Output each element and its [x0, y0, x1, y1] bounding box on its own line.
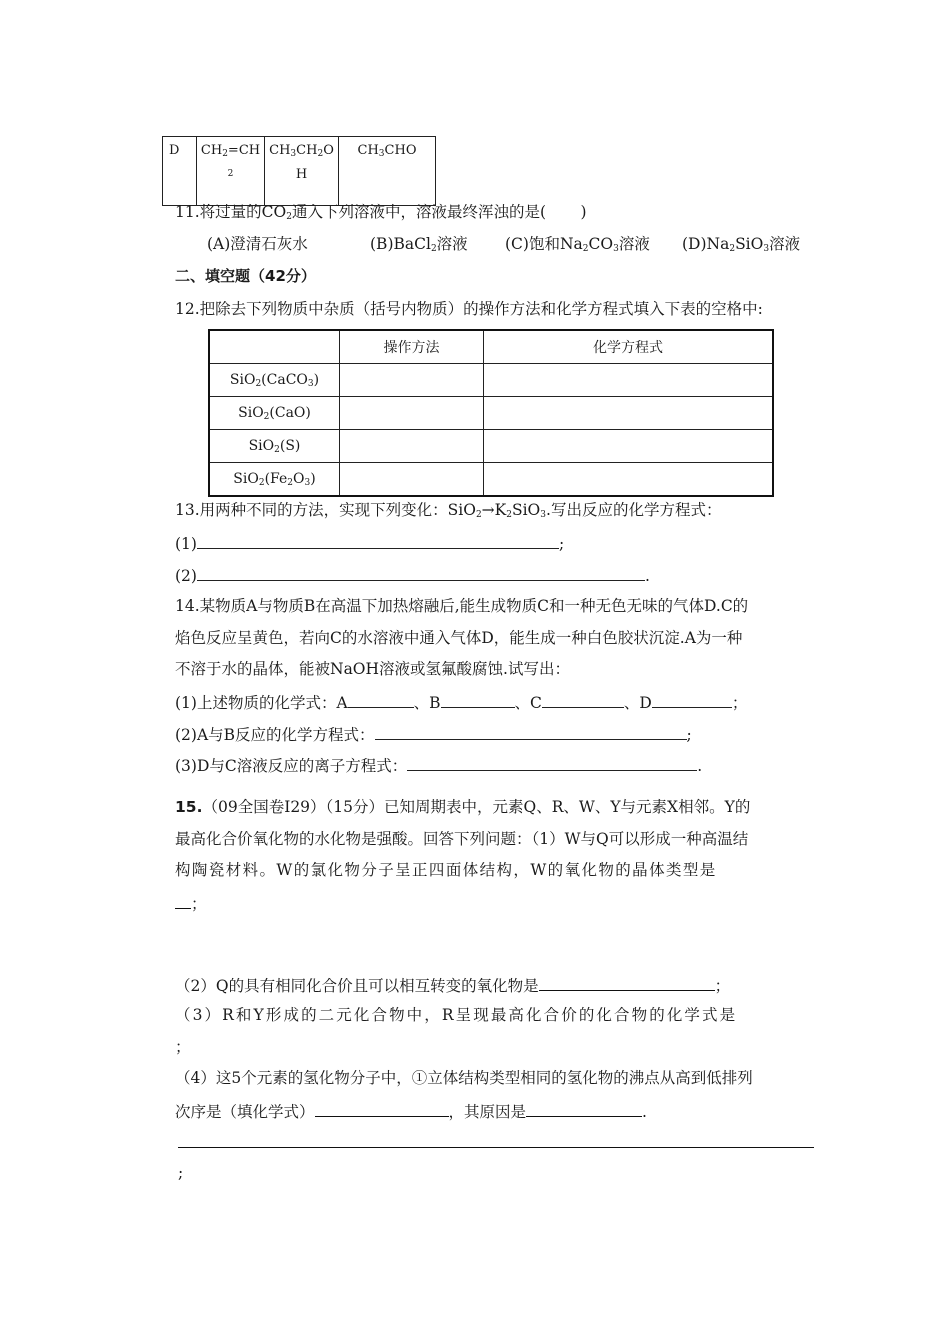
q12-header-equation: 化学方程式 — [484, 330, 774, 364]
q14-sub-3 — [175, 754, 702, 776]
ethanol-line2: H — [295, 167, 308, 182]
q15-sub-3: （3）R和Y形成的二元化合物中，R呈现最高化合价的化合物的化学式是 — [175, 1006, 738, 1024]
q15-para-3: 构陶瓷材料。W的氯化物分子呈正四面体结构，W的氧化物的晶体类型是 — [175, 861, 717, 879]
q14-blank-a[interactable] — [348, 691, 414, 708]
q11-option-c: (C)饱和$Na_2CO_3$溶液 — [505, 235, 650, 254]
q14-blank-b[interactable] — [441, 691, 515, 708]
q14-sub2-end: ; — [686, 726, 692, 744]
q15-sub-4a: （4）这5个元素的氢化物分子中，①立体结构类型相同的氢化物的沸点从高到低排列 — [175, 1069, 753, 1087]
q13-line1-label: (1) — [175, 535, 197, 553]
q15-sub2-end: ； — [714, 977, 731, 995]
q12-method-cell[interactable] — [340, 397, 484, 430]
q14-sub1-c-label: 、C — [514, 694, 542, 712]
q13-stem: 13.用两种不同的方法，实现下列变化：$SiO_2\to K_2SiO_3$.写出反应的化学方程式： — [175, 501, 722, 520]
q12-stem: 12.把除去下列物质中杂质（括号内物质）的操作方法和化学方程式填入下表的空格中: — [175, 300, 763, 318]
q15-sub4b-label: 次序是（填化学式） — [175, 1103, 315, 1121]
q15-para-1-text: （09全国卷Ⅰ29）（15分）已知周期表中，元素Q、R、W、Y与元素X相邻。Y的 — [202, 798, 751, 816]
q15-blank-reason[interactable] — [526, 1100, 642, 1117]
q14-blank-c[interactable] — [542, 691, 624, 708]
q12-equation-cell[interactable] — [484, 397, 774, 430]
q13-blank-1[interactable] — [197, 532, 559, 549]
q14-sub2-label: (2)A与B反应的化学方程式： — [175, 726, 375, 744]
q12-header-blank — [209, 330, 340, 364]
q14-sub1-d-label: 、D — [623, 694, 652, 712]
q12-row-label: SiO$_2$(CaCO$_3$) — [209, 364, 340, 397]
q14-blank-d[interactable] — [652, 691, 732, 708]
top-table-cell-ethylene — [197, 137, 265, 206]
q14-sub3-end: . — [697, 757, 703, 775]
q12-row-label: SiO$_2$(CaO) — [209, 397, 340, 430]
q12-header-method: 操作方法 — [340, 330, 484, 364]
q15-number: 15. — [175, 798, 203, 816]
q14-sub-1 — [175, 691, 747, 713]
q11-option-d: $(D)Na_2SiO_3$溶液 — [682, 235, 801, 254]
q12-method-cell[interactable] — [340, 430, 484, 463]
q13-line1 — [175, 532, 564, 554]
top-table-cell-label: D — [163, 137, 197, 206]
q14-sub3-label: (3)D与C溶液反应的离子方程式： — [175, 757, 408, 775]
top-table-cell-ethanol — [265, 137, 339, 206]
q12-equation-cell[interactable] — [484, 430, 774, 463]
q15-sub-2 — [175, 974, 730, 996]
section-title: 二、填空题（42分） — [175, 267, 316, 285]
q12-table — [208, 329, 774, 497]
q15-para-4-end: ； — [191, 895, 207, 913]
q15-blank-full-line[interactable] — [178, 1147, 814, 1148]
ethylene-line2: 2 — [227, 169, 234, 179]
q14-sub1-end: ； — [731, 694, 748, 712]
q15-para-1 — [175, 797, 750, 817]
top-table-cell-acetaldehyde: $CH_3CHO$ — [339, 137, 436, 206]
q13-line1-end: ; — [558, 535, 565, 553]
q15-blank-oxides[interactable] — [539, 974, 715, 991]
q13-line2 — [175, 564, 650, 586]
q14-para-2: 焰色反应呈黄色，若向C的水溶液中通入气体D，能生成一种白色胶状沉淀.A为一种 — [175, 629, 743, 647]
q12-row-label: $SiO_2(Fe_2O_3)$ — [209, 463, 340, 497]
q13-line2-label: (2) — [175, 567, 197, 585]
q12-equation-cell[interactable] — [484, 364, 774, 397]
q15-sub4b-end: . — [642, 1103, 647, 1121]
q15-para-2: 最高化合价氧化物的水化物是强酸。回答下列问题：（1）W与Q可以形成一种高温结 — [175, 830, 749, 848]
q14-sub-2 — [175, 723, 692, 745]
q12-equation-cell[interactable] — [484, 463, 774, 497]
q15-sub4b-mid: ，其原因是 — [448, 1103, 527, 1121]
q11-stem: 11.将过量的$CO_2$通入下列溶液中，溶液最终浑浊的是( ) — [175, 203, 587, 222]
q13-line2-end: . — [644, 567, 650, 585]
q14-para-3: 不溶于水的晶体，能被NaOH溶液或氢氟酸腐蚀.试写出： — [175, 660, 570, 678]
ethylene-line1: $CH_2=CH$ — [200, 143, 261, 159]
q11-option-b: (B)BaCl$_2$溶液 — [370, 235, 468, 254]
q15-sub-3-end: ； — [175, 1038, 191, 1056]
q15-blank-crystal[interactable] — [175, 892, 191, 909]
q14-blank-eq[interactable] — [375, 723, 687, 740]
q14-sub1-a-label: (1)上述物质的化学式：A — [175, 694, 348, 712]
q15-last-end: ; — [178, 1164, 184, 1182]
q12-method-cell[interactable] — [340, 364, 484, 397]
q14-para-1: 14.某物质A与物质B在高温下加热熔融后,能生成物质C和一种无色无味的气体D.C的 — [175, 597, 749, 615]
q14-sub1-b-label: 、B — [413, 694, 441, 712]
q11-option-a: (A)澄清石灰水 — [207, 235, 308, 253]
top-table — [162, 136, 436, 206]
ethanol-line1: $CH_3CH_2O$ — [269, 143, 334, 159]
q15-para-4 — [175, 892, 207, 914]
q12-method-cell[interactable] — [340, 463, 484, 497]
q15-sub-4b — [175, 1100, 647, 1122]
q15-blank-order[interactable] — [315, 1100, 449, 1117]
q12-row-label: SiO$_2$(S) — [209, 430, 340, 463]
q15-sub2-label: （2）Q的具有相同化合价且可以相互转变的氧化物是 — [175, 977, 539, 995]
q14-blank-ion[interactable] — [407, 754, 697, 771]
q13-blank-2[interactable] — [197, 564, 645, 581]
